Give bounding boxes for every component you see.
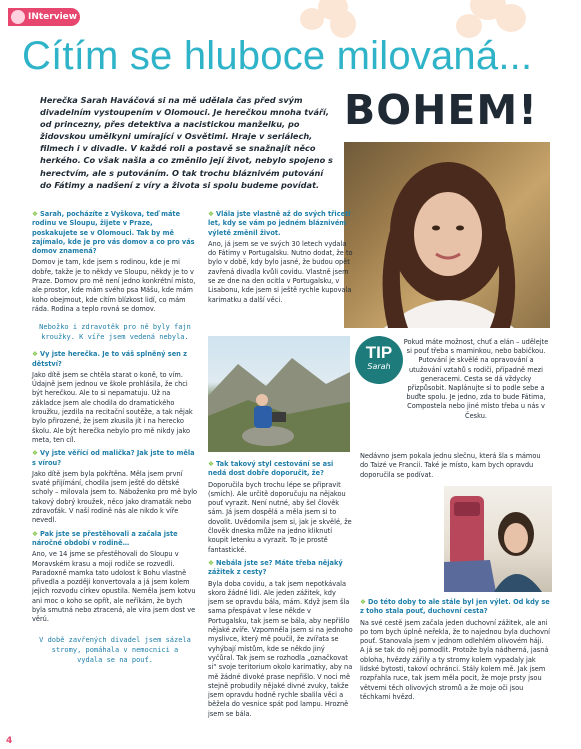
column-left — [32, 210, 198, 665]
section-badge-label: INterview — [28, 12, 78, 22]
page-title: Cítím se hluboce milovaná... — [22, 34, 533, 78]
page-number: 4 — [6, 736, 13, 746]
section-badge — [8, 8, 80, 26]
answer-text: Nedávno jsem pokala jednu slečnu, která šla s mámou do Taizé ve Francii. Také je místo, kam bych opravdu doporučila se podívat. — [360, 452, 541, 479]
bullet-icon: ❖ — [32, 350, 41, 359]
answer-text: Jako dítě jsem se chtěla starat o koně, to vím. Údajně jsem jednou ve škole prohlásila, že chci být herečkou. Ale to si nepamatuju. Už na základce jsem ale chodila do dramatického kroužku, jezdila na recitační soutěže, a tak nějak bylo přirozené, že jsem zkusila jít i na herecko školu. Ale být herečka nebylo pro mě nikdy jako meta, ten cíl. — [32, 370, 193, 444]
bullet-icon: ❖ — [32, 210, 41, 218]
backpack-photo — [444, 486, 552, 592]
answer-text: Doporučila bych trochu lépe se připravit (smích). Ale určitě doporučuju na nějakou pouť vyrazit. Není nutné, aby šel člověk sám. Já jsem dospělá a měla jsem si to dovolit. Uvědomila jsem si, jak je skvělé, že člověk dneska může na jedno kliknutí koupit letenku a vyrazit. To je prostě fantastické. — [208, 480, 352, 554]
question-text: Vy jste věřící od malička? Jak jste to měla s vírou? — [32, 449, 195, 467]
mountain-photo — [208, 336, 350, 452]
mountain-illustration — [208, 336, 350, 452]
answer-text: Byla doba covidu, a tak jsem nepotkávala skoro žádné lidi. Ale jeden zážitek, kdy jsem se opravdu bála, mám. Když jsem šla sama přespávat v lese někde v Portugalsku, tak jsem se bála, aby nepřišlo nějaké zvíře. Vzpomněla jsem si na jednoho myslivce, který mě poučil, že zvířata se vyhýbají místům, kde se někdo jiný vyčůral. Tak jsem se rozhodla „označkovat si“ svoje teritorium okolo karimatky, aby na mě žádné divoké prase nepřišlo. V noci mě stejně probudily nějaké divné zvuky, takže jsem opravdu hodně rychle sbalila věci a běžela do vesnice spát pod lampu. Hrozně jsem se bála. — [208, 579, 353, 718]
bullet-icon: ❖ — [208, 460, 217, 468]
question-text: Do této doby to ale stále byl jen výlet. Od kdy se z toho stala pouť, duchovní cesta? — [360, 598, 550, 616]
bohem-headline: BOHEM! — [344, 86, 538, 134]
backpack-illustration — [444, 486, 552, 592]
answer-text: Ano, já jsem se ve svých 30 letech vydala do Fátimy v Portugalsku. Nutno dodat, že to bylo v době, kdy bylo jasné, že budou opět zavřená divadla kvůli covidu. Vlastně jsem se ze dne na den ocitla v Portugalsku, v Lisabonu, kde jsem si ještě rychle kupovala karimatku a další věci. — [208, 239, 353, 304]
tip-badge — [355, 336, 403, 384]
tip-name: Sarah — [367, 362, 391, 371]
question-text: Nebála jste se? Máte třeba nějaký zážitek z cesty? — [208, 558, 343, 577]
column-right-bottom — [360, 598, 550, 704]
bullet-icon: ❖ — [32, 449, 41, 458]
bullet-icon: ❖ — [360, 598, 369, 606]
answer-text: Na své cestě jsem začala jeden duchovní zážitek, ale ani po tom bych úplně neřekla, že to najednou byla duchovní pouť. Stanovala jsem v jednom odlehlém olivovém háji. A já se tak do něj pomodlit. Protože byla nádherná, jasná obloha, hvězdy zářily a ty stromy kolem vypadaly jak lidské bytosti, takoví ochránci. Stály kolem mě. Jak jsem rozpřahla ruce, tak jsem měla pocit, že moje prsty jsou větvemi těch olivových stromů a že moje oči jsou těchkami hvězd. — [360, 618, 550, 701]
column-middle-lower — [208, 460, 353, 721]
portrait-illustration — [344, 142, 550, 328]
bullet-icon: ❖ — [208, 210, 217, 218]
bullet-icon: ❖ — [208, 558, 217, 567]
decor-flower — [496, 4, 526, 32]
question-text: Sarah, pocházíte z Vyškova, teď máte rodinu ve Sloupu, žijete v Praze, poskakujete se v Olomouci. Tak by mě zajímalo, kde je pro vás domov a co pro vás domov znamená? — [32, 210, 195, 256]
portrait-photo — [344, 142, 550, 328]
question-text: Vlála jste vlastně až do svých třiceti let, kdy se vám po jedném bláznivém výletě změnil život. — [208, 210, 351, 237]
bullet-icon: ❖ — [32, 529, 41, 538]
column-right-top — [360, 452, 550, 482]
answer-text: Jako dítě jsem byla pokřtěna. Měla jsem první svaté přijímání, chodila jsem ještě do dětské scholy – milovala jsem to. Náboženko pro mě bylo takový dobrý kroužek, něco jako dramaták nebo zdravoťák. V naší rodině nás ale nikdo k víře nevedl. — [32, 469, 198, 525]
tip-label: TIP — [365, 343, 393, 362]
pull-quote: V době zavřených divadel jsem sázela stromy, pomáhala v nemocnici a vydala se na pouť. — [39, 635, 191, 664]
decor-flower — [300, 8, 324, 30]
answer-text: Ano, ve 14 jsme se přestěhovali do Sloupu v Moravském krasu a moji rodiče se rozvedli. Paradoxně mamka tato udolost k Bohu vlastně přivedla a později konvertovala a já jsem kolem jejich rozvodu církev opustila. Neměla jsem kotvu ani moc o koho se opřít, ale neříkám, že bych byla smutná nebo ztracená, ale víra jsem dost ve věrú. — [32, 550, 196, 624]
tip-text: Pokud máte možnost, chuť a elán – udělejte si pouť třeba s maminkou, nebo babičkou. Putování je skvělé na opravování a utužování vztahů s rodiči, případně mezi generacemi. Cesta se dá vždycky přizpůsobit. Naplánujte si to podle sebe a buďte spolu. Je jedno, zda to bude Fátima, Compostela nebo jiné místo třeba u nás v Česku. — [403, 338, 549, 420]
pull-quote: Nebožko i zdravotěk pro ně byly fajn kroužky. K víře jsem vedená nebyla. — [39, 323, 191, 342]
answer-text: Domov je tam, kde jsem s rodinou, kde je mi dobře, takže je to někdy ve Sloupu, někdy je to v Praze. Domov pro mě není jedno konkrétní místo, ale prostor, kde mám svého psa Mášu, kde mám koho obejmout, kde cítím blízkost lidí, co mám ráda. Rodina a teplo rovná se domov. — [32, 258, 196, 313]
flower-icon — [11, 10, 25, 24]
question-text: Pak jste se přestěhovali a začala jste náročné období v rodině… — [32, 529, 178, 547]
intro-paragraph: Herečka Sarah Haváčová si na mě udělala čas před svým divadelním vystoupením v Olomouci. Je herečkou mnoha tváří, od princezny, přes detektiva a nacistickou manželku, po židovskou umělkyni umírající v Osvětimi. Hraje v seriálech, filmech i v divadle. V každé roli a postavě se snažnajít něco herkého. Co však našla a co změnilo její život, nebylo spojeno s herectvím, ale s putováním. O tak trochu bláznivém putování do Fátimy a nadšení z víry a života si spolu budeme povídat. — [40, 95, 333, 190]
column-middle — [208, 210, 353, 307]
question-text: Vy jste herečka. Je to váš splněný sen z dětství? — [32, 350, 188, 368]
question-text: Tak takový styl cestování se asi nedá dost dobře doporučit, že? — [208, 460, 334, 478]
